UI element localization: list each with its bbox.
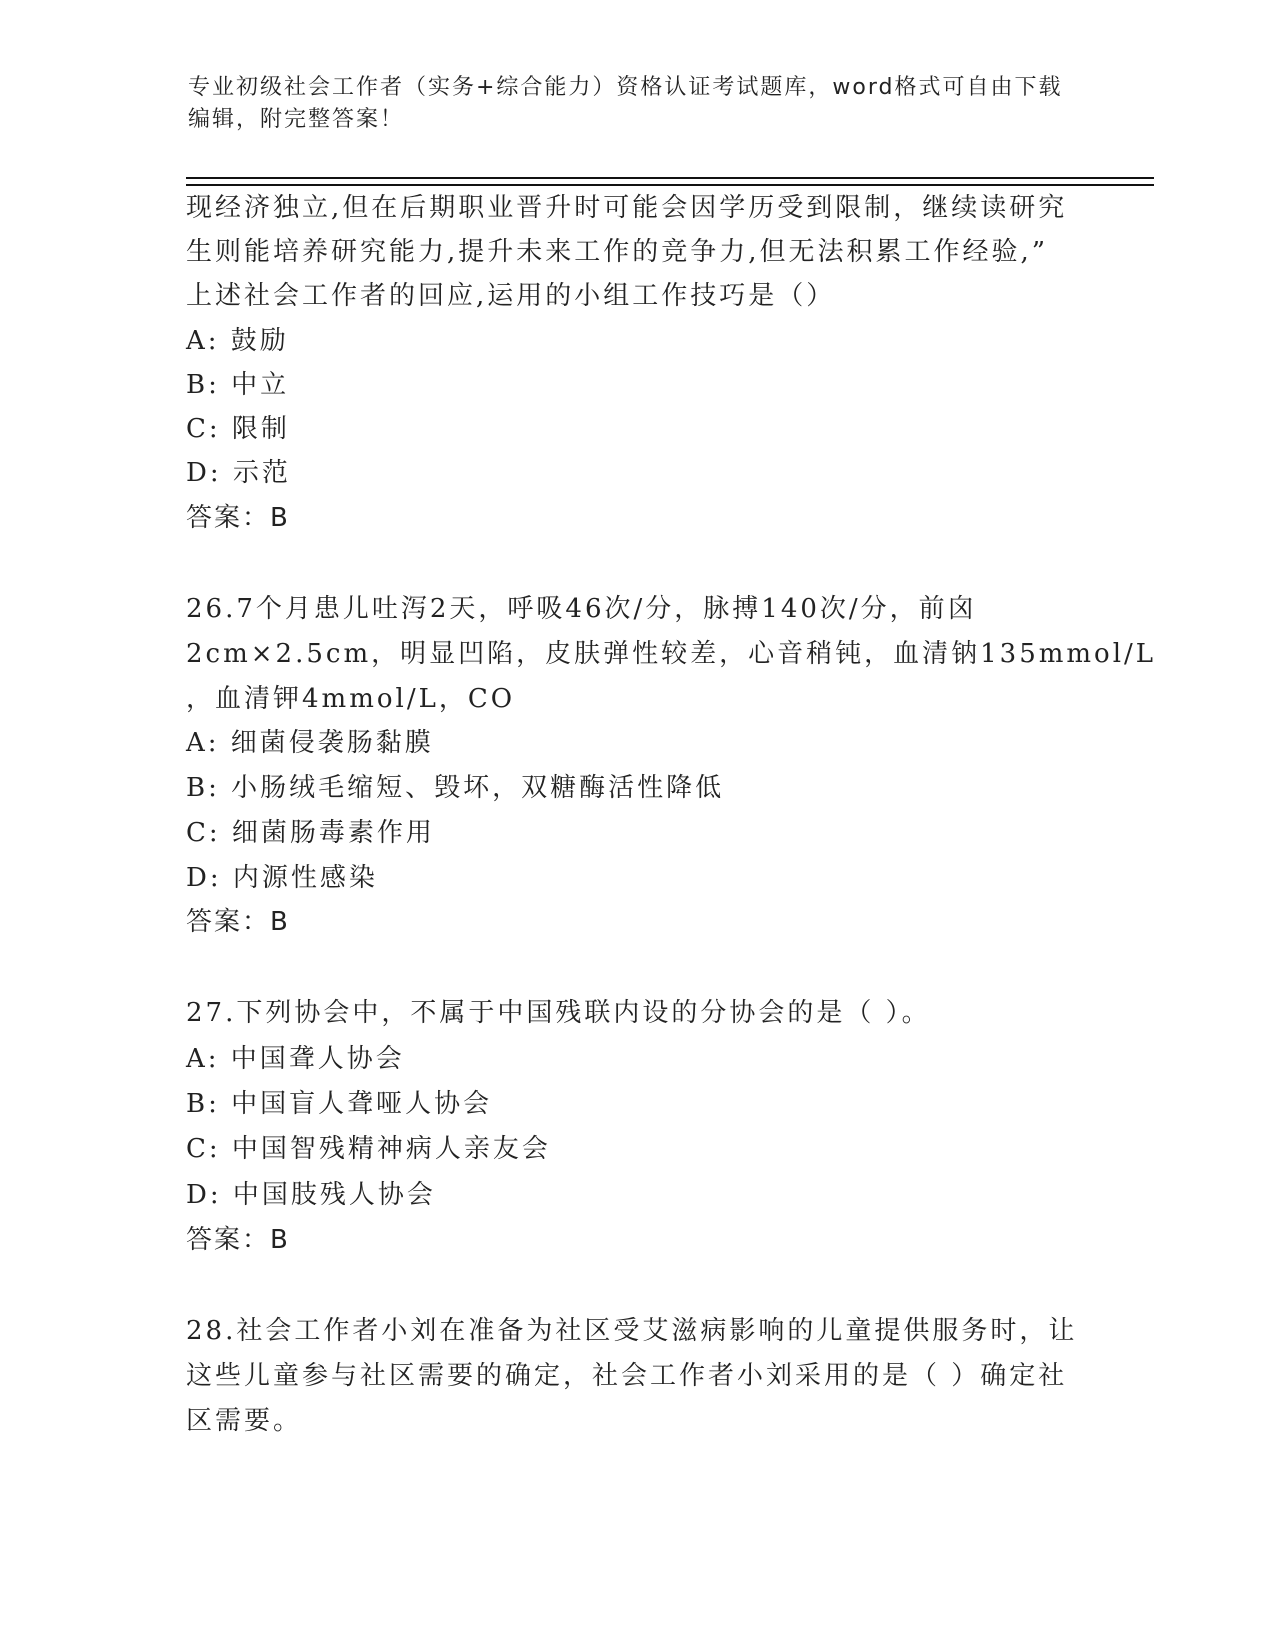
q28-stem-line-1: 28.社会工作者小刘在准备为社区受艾滋病影响的儿童提供服务时，让 <box>186 1316 1078 1346</box>
header-line-1: 专业初级社会工作者（实务+综合能力）资格认证考试题库，word格式可自由下载 <box>188 75 1063 100</box>
q27-answer: 答案：B <box>186 1225 290 1255</box>
q26-option-c: C: 细菌肠毒素作用 <box>186 818 435 848</box>
q26-option-d: D: 内源性感染 <box>186 863 378 893</box>
header-divider-top <box>186 177 1154 179</box>
q27-option-d: D: 中国肢残人协会 <box>186 1180 436 1210</box>
q26-answer: 答案：B <box>186 907 290 937</box>
q27-option-a: A: 中国聋人协会 <box>186 1044 405 1074</box>
page-header <box>188 72 1088 136</box>
q25-option-b: B: 中立 <box>186 370 290 400</box>
q25-option-a: A: 鼓励 <box>186 326 289 356</box>
q25-stem-line-1: 现经济独立,但在后期职业晋升时可能会因学历受到限制，继续读研究 <box>186 193 1068 223</box>
q25-option-c: C: 限制 <box>186 414 290 444</box>
q28-stem-line-3: 区需要。 <box>186 1406 303 1436</box>
q25-option-d: D: 示范 <box>186 458 291 488</box>
q25-stem-line-3: 上述社会工作者的回应,运用的小组工作技巧是（） <box>186 281 836 311</box>
q28-stem-line-2: 这些儿童参与社区需要的确定，社会工作者小刘采用的是（ ）确定社 <box>186 1361 1068 1391</box>
q25-stem-line-2: 生则能培养研究能力,提升未来工作的竞争力,但无法积累工作经验,” <box>186 237 1049 267</box>
q25-answer: 答案：B <box>186 503 290 533</box>
q26-stem-line-3: ，血清钾4mmol/L，CO <box>186 684 516 714</box>
header-line-2: 编辑，附完整答案！ <box>188 107 405 132</box>
q26-option-a: A: 细菌侵袭肠黏膜 <box>186 728 434 758</box>
q27-stem-line-1: 27.下列协会中，不属于中国残联内设的分协会的是（ ）。 <box>186 998 931 1028</box>
q26-stem-line-2: 2cm×2.5cm，明显凹陷，皮肤弹性较差，心音稍钝，血清钠135mmol/L <box>186 639 1157 669</box>
q27-option-c: C: 中国智残精神病人亲友会 <box>186 1134 551 1164</box>
q27-option-b: B: 中国盲人聋哑人协会 <box>186 1089 493 1119</box>
q26-stem-line-1: 26.7个月患儿吐泻2天，呼吸46次/分，脉搏140次/分，前囟 <box>186 594 977 624</box>
q26-option-b: B: 小肠绒毛缩短、毁坏，双糖酶活性降低 <box>186 773 725 803</box>
